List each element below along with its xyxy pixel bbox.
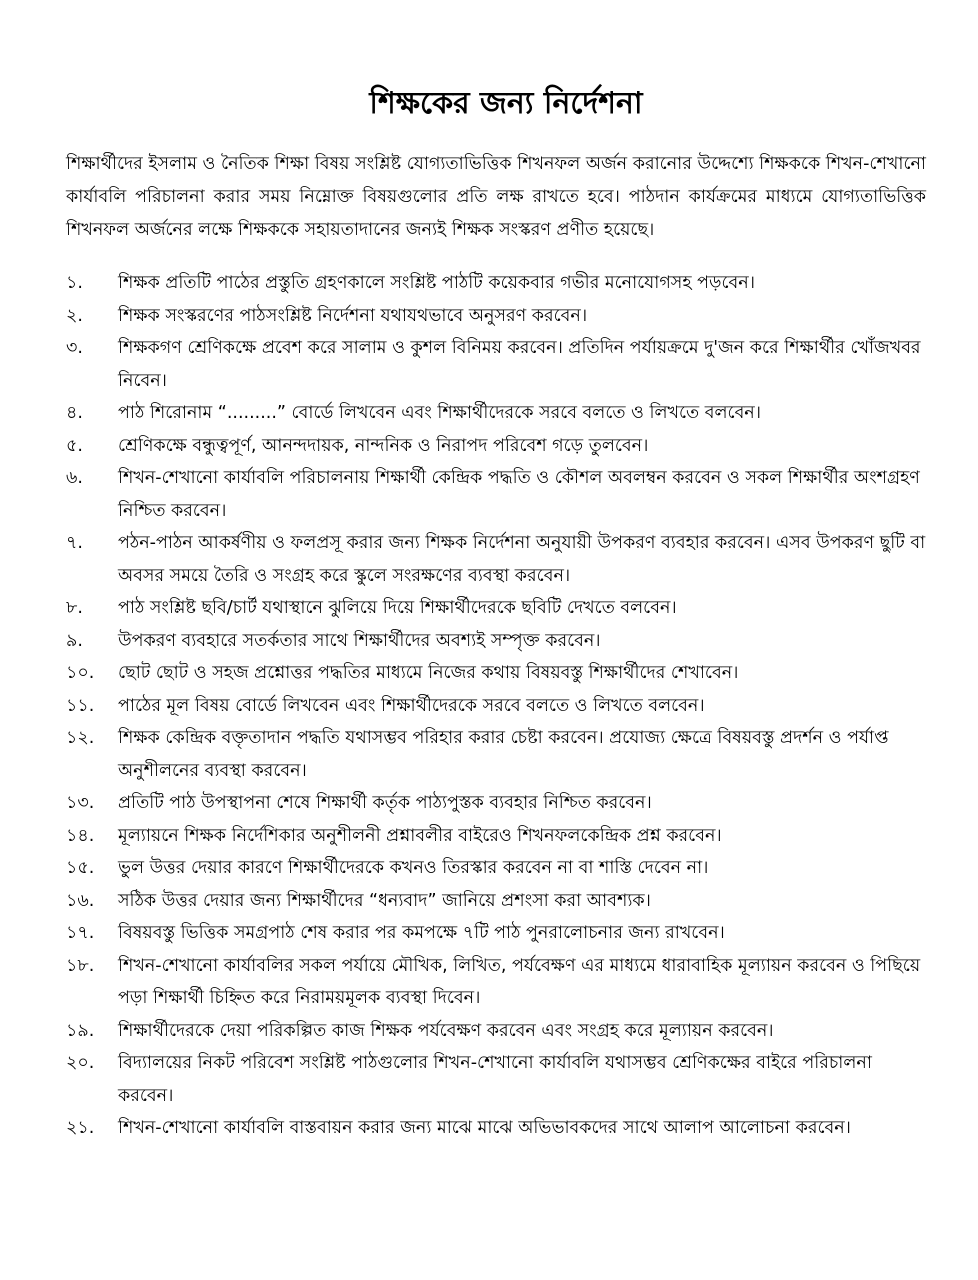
instruction-number: ৮. xyxy=(66,598,83,618)
instruction-text: বিদ্যালয়ের নিকট পরিবেশ সংশ্লিষ্ট পাঠগুলোর শিখন-শেখানো কার্যাবলি যথাসম্ভব শ্রেণিকক্ষের বাইরে পরিচালনা করবেন। xyxy=(118,1053,872,1106)
instruction-text: উপকরণ ব্যবহারে সতর্কতার সাথে শিক্ষার্থীদের অবশ্যই সম্পৃক্ত করবেন। xyxy=(118,630,601,651)
instruction-text: পাঠ শিরোনাম “.........” বোর্ডে লিখবেন এবং শিক্ষার্থীদেরকে সরবে বলতে ও লিখতে বলবেন। xyxy=(118,403,762,423)
instruction-text: শিক্ষক সংস্করণের পাঠসংশ্লিষ্ট নির্দেশনা যথাযথভাবে অনুসরণ করবেন। xyxy=(118,305,588,326)
instruction-number: ৯. xyxy=(66,630,83,651)
instruction-text: বিষয়বস্তু ভিত্তিক সমগ্রপাঠ শেষ করার পর কমপক্ষে ৭টি পাঠ পুনরালোচনার জন্য রাখবেন। xyxy=(118,923,725,943)
instruction-number: ৭. xyxy=(66,533,83,553)
instruction-text: শিক্ষকগণ শ্রেণিকক্ষে প্রবেশ করে সালাম ও কুশল বিনিময় করবেন। প্রতিদিন পর্যায়ক্রমে দু'জন করে শিক্ষার্থীর খোঁজখবর নিবেন। xyxy=(118,338,921,391)
instruction-item xyxy=(66,592,926,625)
instruction-text: পাঠ সংশ্লিষ্ট ছবি/চার্ট যথাস্থানে ঝুলিয়ে দিয়ে শিক্ষার্থীদেরকে ছবিটি দেখতে বলবেন। xyxy=(118,598,677,618)
instruction-item xyxy=(66,1015,926,1048)
instruction-item xyxy=(66,332,926,397)
instruction-item xyxy=(66,852,926,885)
instruction-number: ১১. xyxy=(66,695,95,716)
instruction-text: ছোট ছোট ও সহজ প্রশ্নোত্তর পদ্ধতির মাধ্যমে নিজের কথায় বিষয়বস্তু শিক্ষার্থীদের শেখাবেন। xyxy=(118,663,739,683)
intro-paragraph: শিক্ষার্থীদের ইসলাম ও নৈতিক শিক্ষা বিষয় সংশ্লিষ্ট যোগ্যতাভিত্তিক শিখনফল অর্জন করানোর উদ্দেশ্যে শিক্ষককে শিখন-শেখানো কার্যাবলি পরিচালনা করার সময় নিম্নোক্ত বিষয়গুলোর প্রতি লক্ষ রাখতে হবে। পাঠদান কার্যক্রমের মাধ্যমে যোগ্যতাভিত্তিক শিখনফল অর্জনের লক্ষে শিক্ষককে সহায়তাদানের জন্যই শিক্ষক সংস্করণ প্রণীত হয়েছে। xyxy=(66,154,926,240)
instruction-number: ১৮. xyxy=(66,955,95,976)
instruction-text: পঠন-পাঠন আকর্ষণীয় ও ফলপ্রসূ করার জন্য শিক্ষক নির্দেশনা অনুযায়ী উপকরণ ব্যবহার করবেন। এসব উপকরণ ছুটি বা অবসর সময়ে তৈরি ও সংগ্রহ করে স্কুলে সংরক্ষণের ব্যবস্থা করবেন। xyxy=(118,533,926,586)
instruction-item xyxy=(66,300,926,333)
instruction-number: ১৪. xyxy=(66,825,95,846)
instruction-number: ১০. xyxy=(66,663,95,683)
instruction-number: ২০. xyxy=(66,1053,95,1073)
instruction-list xyxy=(66,267,926,1145)
instruction-text: শিখন-শেখানো কার্যাবলির সকল পর্যায়ে মৌখিক, লিখিত, পর্যবেক্ষণ এর মাধ্যমে ধারাবাহিক মূল্যায়ন করবেন ও পিছিয়ে পড়া শিক্ষার্থী চিহ্নিত করে নিরাময়মূলক ব্যবস্থা দিবেন। xyxy=(118,955,921,1008)
instruction-item xyxy=(66,722,926,787)
instruction-item xyxy=(66,917,926,950)
instruction-text: ভুল উত্তর দেয়ার কারণে শিক্ষার্থীদেরকে কখনও তিরস্কার করবেন না বা শাস্তি দেবেন না। xyxy=(118,858,709,878)
instruction-item xyxy=(66,625,926,658)
instruction-number: ১৬. xyxy=(66,890,95,911)
instruction-text: প্রতিটি পাঠ উপস্থাপনা শেষে শিক্ষার্থী কর্তৃক পাঠ্যপুস্তক ব্যবহার নিশ্চিত করবেন। xyxy=(118,793,652,813)
instruction-text: মূল্যায়নে শিক্ষক নির্দেশিকার অনুশীলনী প্রশ্নাবলীর বাইরেও শিখনফলকেন্দ্রিক প্রশ্ন করবেন। xyxy=(118,825,722,846)
instruction-number: ২১. xyxy=(66,1118,95,1138)
instruction-item xyxy=(66,527,926,592)
instruction-item xyxy=(66,657,926,690)
instruction-number: ৫. xyxy=(66,435,83,456)
instruction-text: সঠিক উত্তর দেয়ার জন্য শিক্ষার্থীদের “ধন্যবাদ” জানিয়ে প্রশংসা করা আবশ্যক। xyxy=(118,890,651,911)
instruction-number: ২. xyxy=(66,305,83,326)
instruction-item xyxy=(66,462,926,527)
instruction-number: ১৫. xyxy=(66,858,95,878)
instruction-item xyxy=(66,267,926,300)
instruction-number: ৬. xyxy=(66,468,83,488)
instruction-text: পাঠের মূল বিষয় বোর্ডে লিখবেন এবং শিক্ষার্থীদেরকে সরবে বলতে ও লিখতে বলবেন। xyxy=(118,695,705,716)
instruction-item xyxy=(66,787,926,820)
instruction-item xyxy=(66,1112,926,1145)
instruction-number: ১৭. xyxy=(66,923,95,943)
instruction-number: ৩. xyxy=(66,338,83,358)
instruction-text: শ্রেণিকক্ষে বন্ধুত্বপূর্ণ, আনন্দদায়ক, নান্দনিক ও নিরাপদ পরিবেশ গড়ে তুলবেন। xyxy=(118,435,649,456)
instruction-number: ১৩. xyxy=(66,793,95,813)
instruction-number: ৪. xyxy=(66,403,83,423)
instruction-text: শিক্ষার্থীদেরকে দেয়া পরিকল্পিত কাজ শিক্ষক পর্যবেক্ষণ করবেন এবং সংগ্রহ করে মূল্যায়ন করবেন। xyxy=(118,1020,774,1041)
instruction-text: শিখন-শেখানো কার্যাবলি বাস্তবায়ন করার জন্য মাঝে মাঝে অভিভাবকদের সাথে আলাপ আলোচনা করবেন। xyxy=(118,1118,851,1138)
page-title: শিক্ষকের জন্য নির্দেশনা xyxy=(369,86,643,121)
instruction-item xyxy=(66,1047,926,1112)
instruction-number: ১২. xyxy=(66,728,95,748)
instruction-item xyxy=(66,820,926,853)
instruction-text: শিখন-শেখানো কার্যাবলি পরিচালনায় শিক্ষার্থী কেন্দ্রিক পদ্ধতি ও কৌশল অবলম্বন করবেন ও সকল শিক্ষার্থীর অংশগ্রহণ নিশ্চিত করবেন। xyxy=(118,468,920,521)
instruction-number: ১. xyxy=(66,273,83,293)
instruction-number: ১৯. xyxy=(66,1020,95,1041)
instruction-item xyxy=(66,690,926,723)
instruction-item xyxy=(66,397,926,430)
instruction-text: শিক্ষক কেন্দ্রিক বক্তৃতাদান পদ্ধতি যথাসম্ভব পরিহার করার চেষ্টা করবেন। প্রযোজ্য ক্ষেত্রে বিষয়বস্তু প্রদর্শন ও পর্যাপ্ত অনুশীলনের ব্যবস্থা করবেন। xyxy=(118,728,889,781)
instruction-text: শিক্ষক প্রতিটি পাঠের প্রস্তুতি গ্রহণকালে সংশ্লিষ্ট পাঠটি কয়েকবার গভীর মনোযোগসহ পড়বেন। xyxy=(118,273,755,293)
instruction-item xyxy=(66,950,926,1015)
instruction-item xyxy=(66,430,926,463)
instruction-item xyxy=(66,885,926,918)
